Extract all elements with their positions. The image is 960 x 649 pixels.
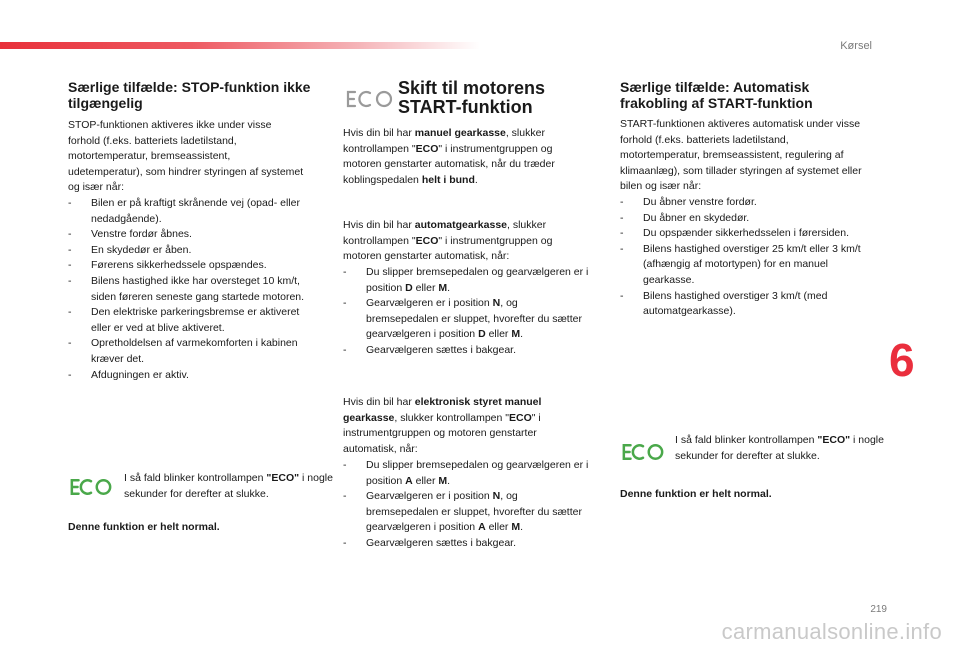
col1-intro: STOP-funktionen aktiveres ikke under visse forhold (f.eks. batteriets ladetilstand, motortemperatur, bremseassistent, udetemperatur), som hindrer styringen af systemet og især når:	[68, 119, 304, 194]
chapter-number: 6	[889, 334, 915, 386]
list-item: - Afdugningen er aktiv.	[68, 368, 306, 384]
list-item: - Du slipper bremsepedalen og gearvælgeren er i position A eller M.	[343, 458, 591, 489]
col2-title-line2: START-funktion	[398, 97, 533, 117]
list-item: - Venstre fordør åbnes.	[68, 227, 306, 243]
list-item: - Gearvælgeren sættes i bakgear.	[343, 536, 591, 552]
list-item: - Førerens sikkerhedssele opspændes.	[68, 258, 306, 274]
list-item: - Den elektriske parkeringsbremse er aktiveret eller er ved at blive aktiveret.	[68, 305, 306, 336]
page-number: 219	[870, 604, 887, 615]
col1-blink-text: I så fald blinker kontrollampen "ECO" i nogle sekunder for derefter at slukke.	[124, 472, 333, 500]
col3-normal-note: Denne funktion er helt normal.	[620, 488, 772, 500]
col2-manual-text: Hvis din bil har manuel gearkasse, slukker kontrollampen "ECO" i instrumentgruppen og motoren genstarter automatisk, når du træder koblingspedalen helt i bund.	[343, 127, 555, 186]
col1-title: Særlige tilfælde: STOP-funktion ikke tilgængelig	[68, 79, 311, 111]
list-item: - Gearvælgeren er i position N, og bremsepedalen er sluppet, hvorefter du sætter gearvælgeren i position D eller M.	[343, 296, 591, 343]
eco-green-icon	[620, 441, 666, 463]
col3-list	[620, 195, 868, 320]
list-item: - Du slipper bremsepedalen og gearvælgeren er i position D eller M.	[343, 265, 591, 296]
col2-title	[398, 79, 598, 117]
list-item: - Bilens hastighed ikke har oversteget 10 km/t, siden føreren seneste gang startede motoren.	[68, 274, 306, 305]
col2-elec-text: Hvis din bil har elektronisk styret manuel gearkasse, slukker kontrollampen "ECO" i instrumentgruppen og motoren genstarter automatisk, når:	[343, 396, 542, 455]
list-item: - Bilens hastighed overstiger 3 km/t (med automatgearkasse).	[620, 289, 868, 320]
col2-title-line1: Skift til motorens	[398, 78, 546, 98]
list-item: - Gearvælgeren sættes i bakgear.	[343, 343, 591, 359]
header-accent-bar	[0, 42, 480, 49]
list-item: - Du åbner venstre fordør.	[620, 195, 868, 211]
col3-blink-text: I så fald blinker kontrollampen "ECO" i nogle sekunder for derefter at slukke.	[675, 434, 884, 462]
watermark: carmanualsonline.info	[721, 619, 942, 644]
eco-green-icon	[68, 476, 114, 498]
col2-elec-list	[343, 458, 591, 552]
list-item: - Opretholdelsen af varmekomforten i kabinen kræver det.	[68, 336, 306, 367]
section-label: Kørsel	[840, 40, 872, 52]
col2-auto-list	[343, 265, 591, 359]
list-item: - Gearvælgeren er i position N, og bremsepedalen er sluppet, hvorefter du sætter gearvælgeren i position A eller M.	[343, 489, 591, 536]
col1-normal-note: Denne funktion er helt normal.	[68, 521, 220, 533]
list-item: - Bilen er på kraftigt skrånende vej (opad- eller nedadgående).	[68, 196, 306, 227]
eco-gray-icon	[343, 88, 397, 110]
list-item: - Du opspænder sikkerhedsselen i førersiden.	[620, 226, 868, 242]
col3-title: Særlige tilfælde: Automatisk frakobling af START-funktion	[620, 79, 813, 111]
col2-auto-text: Hvis din bil har automatgearkasse, slukker kontrollampen "ECO" i instrumentgruppen og motoren genstarter automatisk, når:	[343, 219, 553, 263]
list-item: - En skydedør er åben.	[68, 243, 306, 259]
list-item: - Du åbner en skydedør.	[620, 211, 868, 227]
col3-intro: START-funktionen aktiveres automatisk under visse forhold (f.eks. batteriets ladetilstand, motortemperatur, bremseassistent, regulering af klimaanlæg), som tillader styringen af systemet eller bilen og især når:	[620, 118, 862, 193]
col1-list	[68, 196, 306, 383]
list-item: - Bilens hastighed overstiger 25 km/t eller 3 km/t (afhængig af motortypen) for en manuel gearkasse.	[620, 242, 868, 289]
